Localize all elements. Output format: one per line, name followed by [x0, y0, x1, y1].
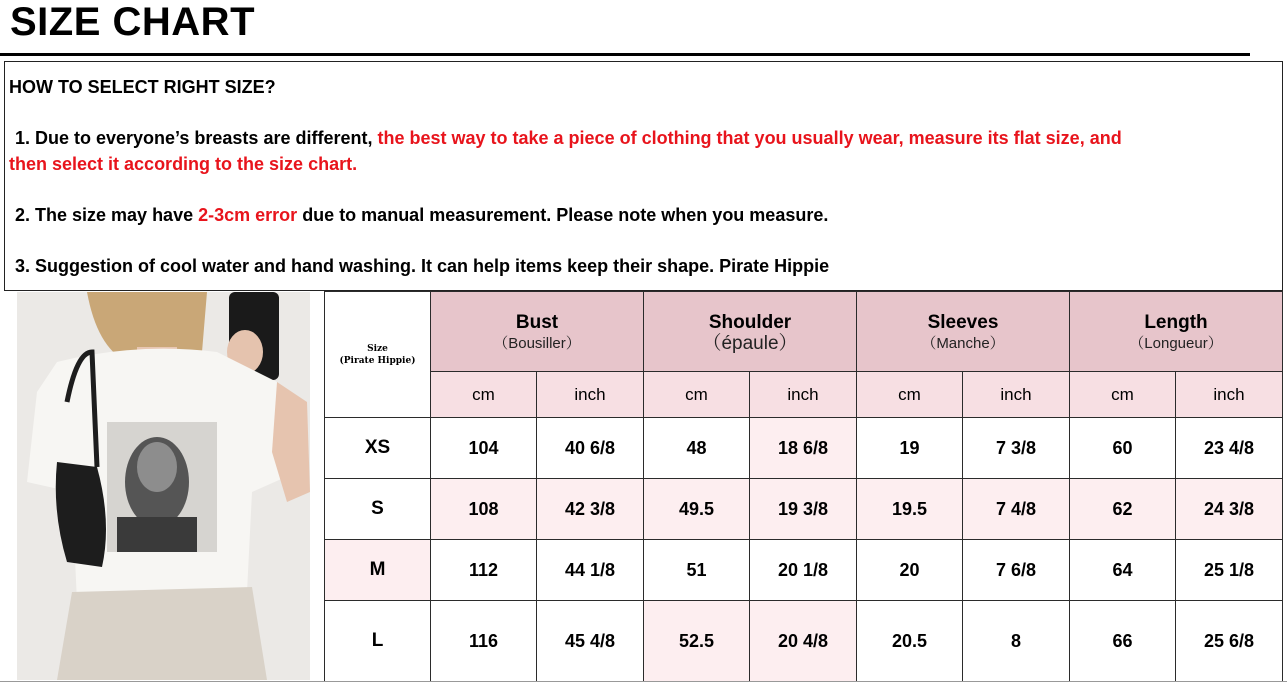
table-cell: 18 6/8 [750, 418, 857, 479]
size-table [324, 291, 1283, 682]
table-cell: 7 6/8 [963, 540, 1070, 601]
header-length [1070, 292, 1283, 372]
instruction-1-text: 1. Due to everyone’s breasts are different, [15, 128, 373, 148]
table-cell: 20 4/8 [750, 601, 857, 682]
table-cell: 51 [644, 540, 750, 601]
bottom-divider [0, 681, 1287, 682]
table-row [325, 418, 1283, 479]
table-cell: 7 3/8 [963, 418, 1070, 479]
instruction-2-highlight: 2-3cm error [198, 205, 298, 225]
table-cell: 25 1/8 [1176, 540, 1283, 601]
table-cell: 48 [644, 418, 750, 479]
instruction-2-text-before: 2. The size may have [15, 205, 194, 225]
size-label: S [325, 479, 431, 540]
table-row [325, 479, 1283, 540]
table-cell: 24 3/8 [1176, 479, 1283, 540]
header-sleeves [857, 292, 1070, 372]
unit-cell: cm [1070, 372, 1176, 418]
table-cell: 60 [1070, 418, 1176, 479]
header-bust-sub: （Bousiller） [493, 334, 581, 352]
unit-cell: inch [1176, 372, 1283, 418]
instruction-2 [15, 205, 828, 226]
page-title: SIZE CHART [10, 0, 255, 44]
table-cell: 8 [963, 601, 1070, 682]
table-cell: 42 3/8 [537, 479, 644, 540]
size-corner-header [325, 292, 431, 418]
corner-size-label: Size [367, 343, 388, 354]
table-cell: 20 1/8 [750, 540, 857, 601]
unit-cell: inch [963, 372, 1070, 418]
product-photo [17, 292, 310, 680]
table-cell: 23 4/8 [1176, 418, 1283, 479]
table-cell: 19.5 [857, 479, 963, 540]
table-cell: 112 [431, 540, 537, 601]
instruction-1-line-1 [15, 128, 1122, 149]
table-cell: 116 [431, 601, 537, 682]
table-cell: 25 6/8 [1176, 601, 1283, 682]
table-cell: 19 3/8 [750, 479, 857, 540]
instructions-box [4, 61, 1283, 291]
table-cell: 19 [857, 418, 963, 479]
title-underline [0, 53, 1250, 56]
header-length-name: Length [1144, 311, 1208, 333]
table-cell: 64 [1070, 540, 1176, 601]
unit-cell: cm [431, 372, 537, 418]
instruction-1-highlight: the best way to take a piece of clothing that you usually wear, measure its flat size, and [377, 128, 1122, 148]
unit-cell: inch [537, 372, 644, 418]
header-length-sub: （Longueur） [1129, 334, 1223, 352]
table-cell: 44 1/8 [537, 540, 644, 601]
size-label: M [325, 540, 431, 601]
header-sleeves-name: Sleeves [927, 311, 999, 333]
table-cell: 108 [431, 479, 537, 540]
table-cell: 104 [431, 418, 537, 479]
instructions-heading: HOW TO SELECT RIGHT SIZE? [9, 77, 276, 97]
size-label: L [325, 601, 431, 682]
table-cell: 40 6/8 [537, 418, 644, 479]
header-bust [431, 292, 644, 372]
header-sleeves-sub: （Manche） [921, 334, 1005, 352]
table-cell: 45 4/8 [537, 601, 644, 682]
table-cell: 7 4/8 [963, 479, 1070, 540]
header-shoulder-name: Shoulder [708, 311, 792, 333]
instruction-1-line-2: then select it according to the size chart. [9, 154, 358, 174]
table-cell: 20 [857, 540, 963, 601]
header-shoulder-sub: （épaule） [702, 332, 798, 354]
table-row [325, 540, 1283, 601]
table-cell: 62 [1070, 479, 1176, 540]
unit-cell: inch [750, 372, 857, 418]
table-row [325, 601, 1283, 682]
size-label: XS [325, 418, 431, 479]
instruction-3: 3. Suggestion of cool water and hand washing. It can help items keep their shape. Pirate Hippie [15, 256, 830, 276]
header-shoulder [644, 292, 857, 372]
header-bust-name: Bust [515, 311, 559, 333]
unit-cell: cm [644, 372, 750, 418]
instruction-2-text-after: due to manual measurement. Please note when you measure. [302, 205, 829, 225]
table-cell: 49.5 [644, 479, 750, 540]
table-cell: 52.5 [644, 601, 750, 682]
corner-brand-label: (Pirate Hippie) [339, 355, 416, 366]
table-cell: 66 [1070, 601, 1176, 682]
table-cell: 20.5 [857, 601, 963, 682]
unit-cell: cm [857, 372, 963, 418]
